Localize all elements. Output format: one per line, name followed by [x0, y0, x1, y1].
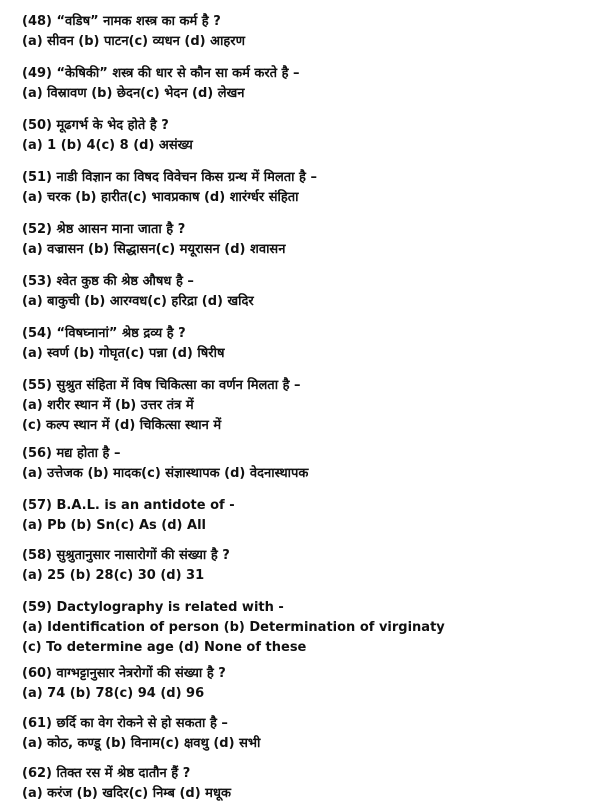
options-line: (a) सीवन (b) पाटन(c) व्यधन (d) आहरण [22, 34, 245, 49]
question-58 [22, 546, 582, 586]
question-51 [22, 168, 582, 208]
question-53 [22, 272, 582, 312]
question-text: (48) “वडिष” नामक शस्त्र का कर्म है ? [22, 14, 221, 29]
options-line: (a) चरक (b) हारीत(c) भावप्रकाष (d) शारंर्ग्धर संहिता [22, 190, 299, 205]
question-text: (55) सुश्रुत संहिता में विष चिकित्सा का वर्णन मिलता है – [22, 378, 301, 393]
question-text: (58) सुश्रुतानुसार नासारोगों की संख्या है ? [22, 548, 230, 563]
question-text: (53) श्वेत कुष्ठ की श्रेष्ठ औषध है – [22, 274, 194, 289]
options-line: (a) करंज (b) खदिर(c) निम्ब (d) मधूक [22, 786, 231, 801]
question-text: (61) छर्दि का वेग रोकने से हो सकता है – [22, 716, 228, 731]
question-52 [22, 220, 582, 260]
question-49 [22, 64, 582, 104]
question-text: (56) मद्य होता है – [22, 446, 121, 461]
question-57 [22, 496, 582, 536]
options-line: (c) To determine age (d) None of these [22, 640, 307, 655]
question-text: (51) नाडी विज्ञान का विषद विवेचन किस ग्रन्थ में मिलता है – [22, 170, 317, 185]
options-line: (a) कोठ, कण्डू (b) विनाम(c) क्षवथु (d) सभी [22, 736, 261, 751]
question-text: (57) B.A.L. is an antidote of - [22, 498, 235, 513]
options-line: (a) उत्तेजक (b) मादक(c) संज्ञास्थापक (d) वेदनास्थापक [22, 466, 309, 481]
options-line: (a) 1 (b) 4(c) 8 (d) असंख्य [22, 138, 193, 153]
question-55 [22, 376, 582, 436]
question-text: (50) मूढगर्भ के भेद होते है ? [22, 118, 169, 133]
options-line: (a) शरीर स्थान में (b) उत्तर तंत्र में [22, 398, 194, 413]
question-62 [22, 764, 582, 804]
options-line: (a) वज्रासन (b) सिद्धासन(c) मयूरासन (d) शवासन [22, 242, 286, 257]
question-text: (52) श्रेष्ठ आसन माना जाता है ? [22, 222, 186, 237]
question-text: (62) तिक्त रस में श्रेष्ठ दातौन हैं ? [22, 766, 191, 781]
question-text: (60) वाग्भट्टानुसार नेत्ररोगों की संख्या है ? [22, 666, 226, 681]
question-50 [22, 116, 582, 156]
question-54 [22, 324, 582, 364]
question-text: (49) “केषिकी” शस्त्र की धार से कौन सा कर्म करते है – [22, 66, 300, 81]
options-line: (a) विस्रावण (b) छेदन(c) भेदन (d) लेखन [22, 86, 245, 101]
options-line: (a) Pb (b) Sn(c) As (d) All [22, 518, 206, 533]
question-56 [22, 444, 582, 484]
question-text: (54) “विषघ्नानां” श्रेष्ठ द्रव्य है ? [22, 326, 186, 341]
options-line: (a) 74 (b) 78(c) 94 (d) 96 [22, 686, 205, 701]
question-48 [22, 12, 582, 52]
options-line: (a) बाकुची (b) आरग्वध(c) हरिद्रा (d) खदिर [22, 294, 254, 309]
question-60 [22, 664, 582, 704]
question-61 [22, 714, 582, 754]
options-line: (a) Identification of person (b) Determination of virginaty [22, 620, 445, 635]
options-line: (c) कल्प स्थान में (d) चिकित्सा स्थान में [22, 418, 222, 433]
options-line: (a) 25 (b) 28(c) 30 (d) 31 [22, 568, 205, 583]
options-line: (a) स्वर्ण (b) गोघृत(c) पन्ना (d) षिरीष [22, 346, 225, 361]
question-text: (59) Dactylography is related with - [22, 600, 284, 615]
question-59 [22, 598, 582, 658]
